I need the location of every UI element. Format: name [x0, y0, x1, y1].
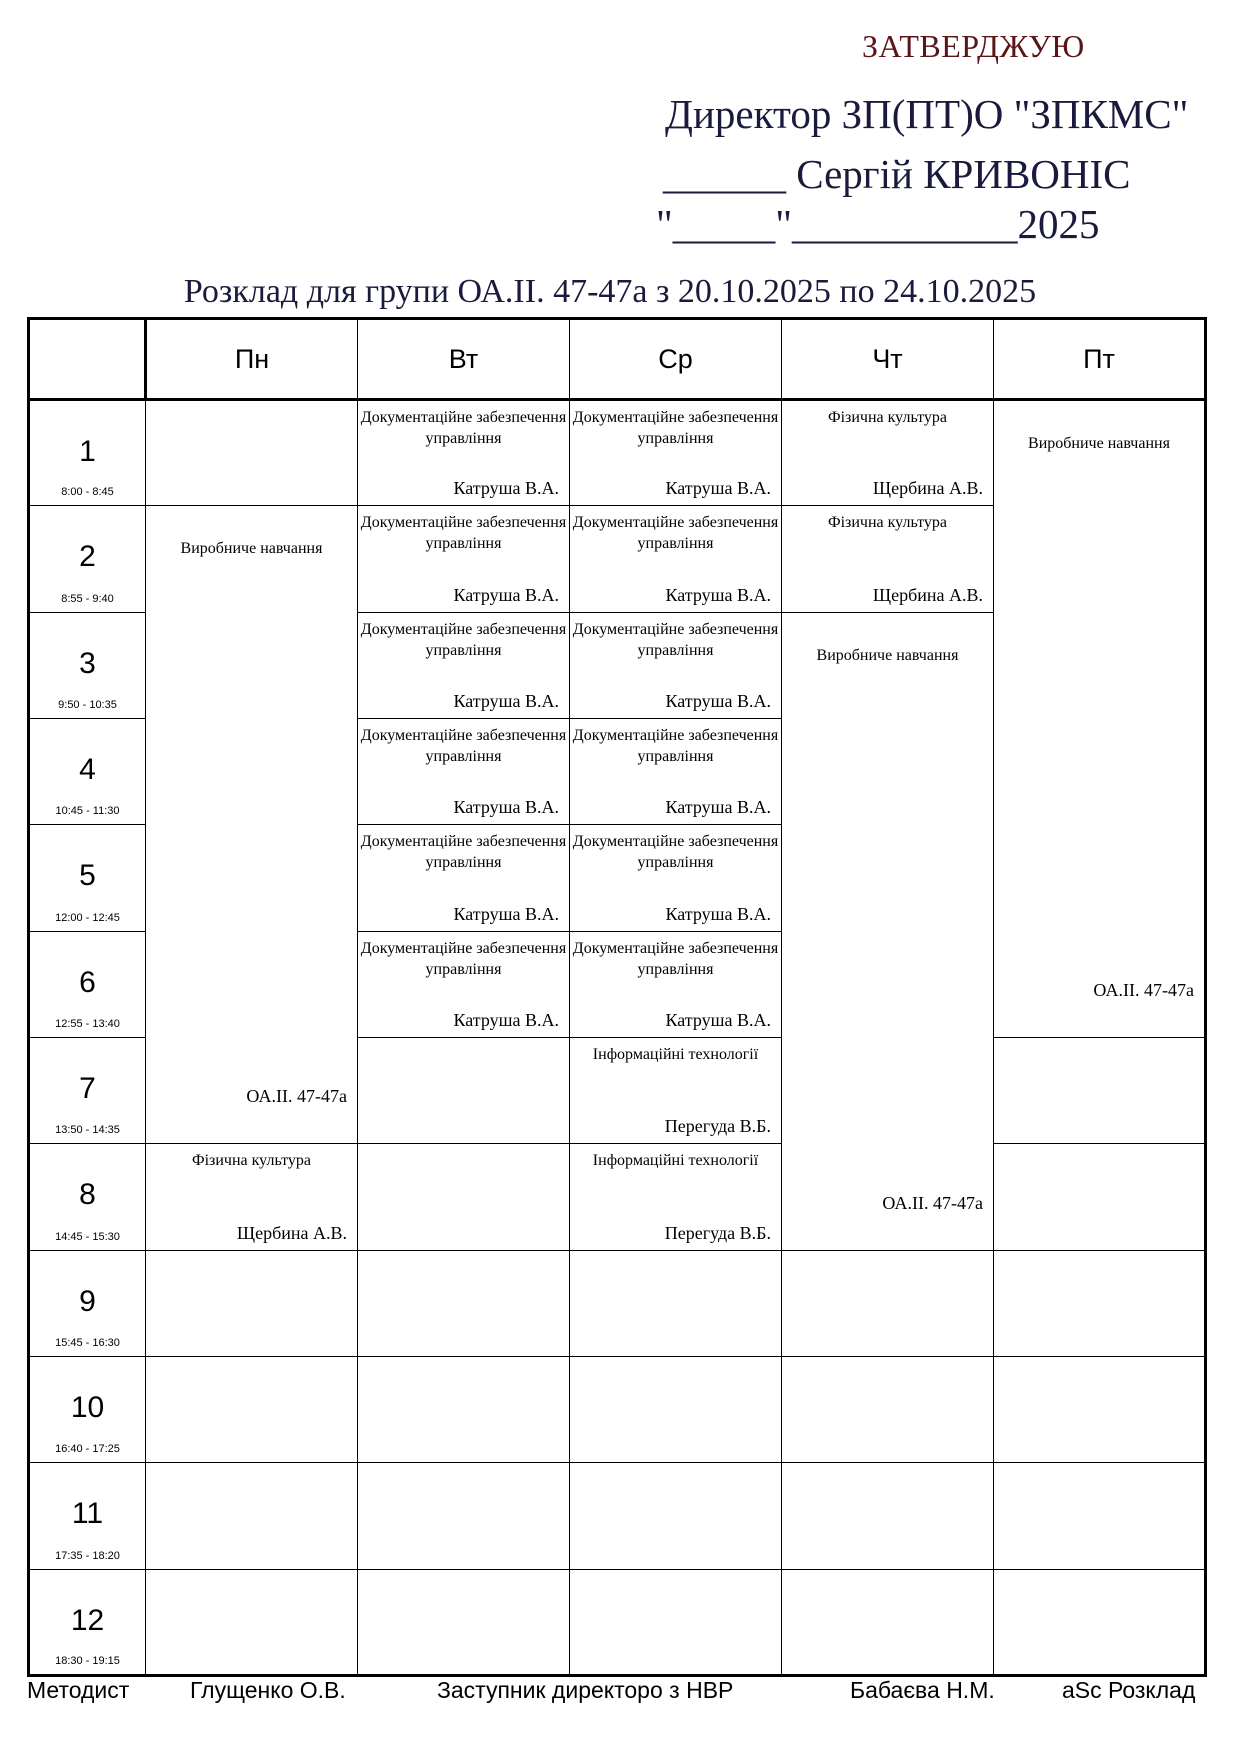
empty-cell — [782, 1250, 994, 1356]
day-header-wed: Ср — [570, 319, 782, 400]
schedule-title: Розклад для групи ОА.ІІ. 47-47а з 20.10.2025 по 24.10.2025 — [183, 273, 1037, 310]
day-header-tue: Вт — [358, 319, 570, 400]
empty-cell — [146, 1569, 358, 1675]
lesson-subject: Документаційне забезпечення управління — [572, 409, 779, 447]
period-number: 12 — [70, 1603, 105, 1637]
lesson-teacher: Катруша В.А. — [453, 1009, 559, 1030]
empty-cell — [358, 1356, 570, 1462]
lesson-subject: Документаційне забезпечення управління — [360, 409, 567, 447]
lesson-subject: Документаційне забезпечення управління — [572, 833, 779, 872]
lesson-subject: Документаційне забезпечення управління — [572, 726, 779, 765]
fri-practice — [994, 400, 1206, 1038]
period-time: 12:55 - 13:40 — [55, 1017, 120, 1030]
period-time: 16:40 - 17:25 — [55, 1443, 120, 1456]
lesson-subject: Виробниче навчання — [1028, 435, 1170, 452]
empty-cell — [782, 1356, 994, 1462]
tue-p5 — [358, 825, 570, 931]
period-5 — [29, 825, 146, 931]
day-header-fri: Пт — [994, 319, 1206, 400]
empty-cell — [358, 1250, 570, 1356]
wed-p2 — [570, 506, 782, 612]
mon-practice — [146, 506, 358, 1144]
lesson-teacher: Катруша В.А. — [665, 690, 771, 711]
fri-p8-empty — [994, 1144, 1206, 1250]
methodist-label: Методист — [27, 1677, 130, 1703]
period-4 — [29, 718, 146, 824]
header-corner — [29, 319, 146, 400]
lesson-subject: Фізична культура — [191, 1152, 312, 1170]
lesson-subject: Виробниче навчання — [180, 540, 323, 558]
lesson-teacher: Щербина А.В. — [872, 584, 983, 605]
thu-p2 — [782, 506, 994, 612]
lesson-group: ОА.ІІ. 47-47а — [1093, 979, 1194, 1000]
period-10 — [29, 1356, 146, 1462]
period-number: 11 — [71, 1497, 104, 1531]
lesson-teacher: Катруша В.А. — [665, 1009, 771, 1030]
thu-p1 — [782, 400, 994, 506]
period-12 — [29, 1569, 146, 1675]
lesson-subject: Документаційне забезпечення управління — [360, 939, 567, 978]
period-time: 8:55 - 9:40 — [61, 592, 114, 605]
period-7 — [29, 1037, 146, 1143]
lesson-teacher: Катруша В.А. — [665, 584, 771, 605]
approval-header: ЗАТВЕРДЖУЮ — [862, 28, 1085, 64]
approval-date: "_____"___________2025 — [656, 201, 1100, 247]
empty-cell — [994, 1463, 1206, 1569]
tue-p2 — [358, 506, 570, 612]
empty-cell — [782, 1463, 994, 1569]
empty-cell — [146, 1356, 358, 1462]
lesson-subject: Документаційне забезпечення управління — [572, 514, 779, 553]
period-time: 15:45 - 16:30 — [55, 1336, 120, 1349]
tue-p4 — [358, 718, 570, 824]
wed-p6 — [570, 931, 782, 1037]
period-number: 9 — [79, 1284, 96, 1318]
lesson-teacher: Катруша В.А. — [665, 797, 771, 818]
period-number: 2 — [79, 540, 96, 574]
tue-p3 — [358, 612, 570, 718]
period-number: 10 — [70, 1390, 105, 1424]
approval-block — [0, 0, 1241, 250]
approval-signature: ______ Сергій КРИВОНІС — [663, 151, 1131, 197]
wed-p4 — [570, 718, 782, 824]
lesson-subject: Документаційне забезпечення управління — [360, 620, 567, 659]
period-number: 5 — [79, 859, 96, 893]
period-number: 7 — [79, 1071, 96, 1105]
mon-p8 — [146, 1144, 358, 1250]
empty-cell — [358, 1569, 570, 1675]
footer — [0, 1677, 1241, 1717]
schedule-table — [27, 317, 1207, 1677]
period-time: 10:45 - 11:30 — [55, 805, 120, 818]
period-number: 8 — [79, 1178, 96, 1212]
thu-practice — [782, 612, 994, 1250]
software-credit: aSc Розклад — [1062, 1677, 1196, 1703]
empty-cell — [782, 1569, 994, 1675]
day-header-mon: Пн — [146, 319, 358, 400]
lesson-subject: Документаційне забезпечення управління — [360, 726, 567, 765]
lesson-teacher: Щербина А.В. — [872, 478, 983, 499]
empty-cell — [570, 1356, 782, 1462]
empty-cell — [570, 1250, 782, 1356]
tue-p7-empty — [358, 1037, 570, 1143]
lesson-teacher: Катруша В.А. — [453, 690, 559, 711]
period-time: 12:00 - 12:45 — [55, 911, 120, 924]
lesson-subject: Фізична культура — [827, 514, 948, 532]
lesson-teacher: Перегуда В.Б. — [664, 1116, 771, 1137]
period-9 — [29, 1250, 146, 1356]
lesson-teacher: Щербина А.В. — [236, 1222, 347, 1243]
wed-p5 — [570, 825, 782, 931]
lesson-subject: Документаційне забезпечення управління — [572, 939, 779, 978]
lesson-subject: Інформаційні технології — [592, 1152, 759, 1170]
day-header-thu: Чт — [782, 319, 994, 400]
lesson-teacher: Катруша В.А. — [453, 478, 559, 499]
period-6 — [29, 931, 146, 1037]
lesson-group: ОА.ІІ. 47-47а — [882, 1192, 983, 1213]
deputy-name: Бабаєва Н.М. — [850, 1677, 995, 1703]
lesson-teacher: Катруша В.А. — [453, 903, 559, 924]
lesson-subject: Фізична культура — [827, 409, 948, 426]
mon-p1-empty — [146, 400, 358, 506]
period-time: 8:00 - 8:45 — [61, 486, 114, 499]
period-number: 6 — [79, 965, 96, 999]
period-number: 1 — [79, 435, 96, 468]
lesson-teacher: Катруша В.А. — [453, 797, 559, 818]
period-3 — [29, 612, 146, 718]
period-time: 9:50 - 10:35 — [58, 698, 117, 711]
tue-p1 — [358, 400, 570, 506]
period-number: 3 — [79, 646, 96, 680]
lesson-teacher: Перегуда В.Б. — [664, 1222, 771, 1243]
lesson-subject: Документаційне забезпечення управління — [572, 620, 779, 659]
empty-cell — [146, 1463, 358, 1569]
period-time: 14:45 - 15:30 — [55, 1230, 120, 1243]
empty-cell — [146, 1250, 358, 1356]
lesson-subject: Інформаційні технології — [592, 1045, 759, 1063]
period-time: 17:35 - 18:20 — [55, 1549, 120, 1562]
approval-director: Директор ЗП(ПТ)О "ЗПКМС" — [665, 91, 1189, 137]
period-time: 18:30 - 19:15 — [55, 1655, 120, 1667]
wed-p3 — [570, 612, 782, 718]
empty-cell — [570, 1569, 782, 1675]
wed-p1 — [570, 400, 782, 506]
empty-cell — [570, 1463, 782, 1569]
lesson-subject: Документаційне забезпечення управління — [360, 514, 567, 553]
deputy-label: Заступник директоро з НВР — [437, 1677, 734, 1703]
period-number: 4 — [79, 752, 96, 786]
lesson-subject: Виробниче навчання — [816, 646, 959, 664]
empty-cell — [994, 1250, 1206, 1356]
lesson-subject: Документаційне забезпечення управління — [360, 833, 567, 872]
empty-cell — [358, 1463, 570, 1569]
lesson-group: ОА.ІІ. 47-47а — [246, 1086, 347, 1107]
period-2 — [29, 506, 146, 612]
period-1 — [29, 400, 146, 506]
methodist-name: Глущенко О.В. — [190, 1677, 346, 1703]
tue-p6 — [358, 931, 570, 1037]
period-8 — [29, 1144, 146, 1250]
lesson-teacher: Катруша В.А. — [665, 478, 771, 499]
lesson-teacher: Катруша В.А. — [453, 584, 559, 605]
empty-cell — [994, 1356, 1206, 1462]
period-11 — [29, 1463, 146, 1569]
fri-p7-empty — [994, 1037, 1206, 1143]
lesson-teacher: Катруша В.А. — [665, 903, 771, 924]
tue-p8-empty — [358, 1144, 570, 1250]
empty-cell — [994, 1569, 1206, 1675]
wed-p8 — [570, 1144, 782, 1250]
wed-p7 — [570, 1037, 782, 1143]
period-time: 13:50 - 14:35 — [55, 1124, 120, 1137]
